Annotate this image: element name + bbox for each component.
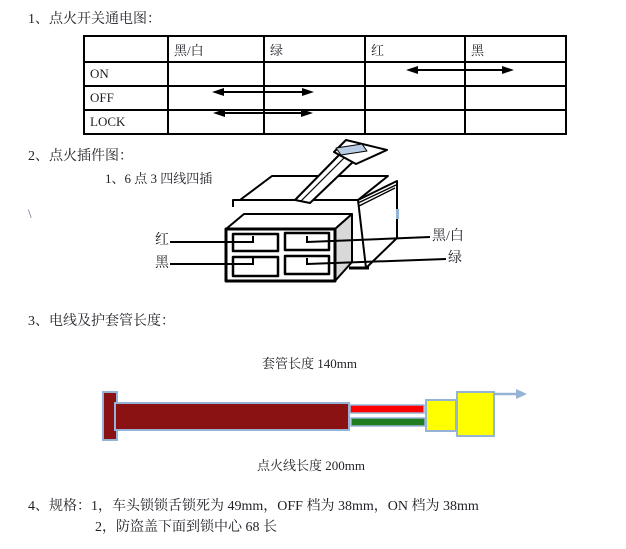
- wire-length-label: 点火线长度 200mm: [257, 458, 365, 473]
- connector-diagram: [226, 140, 399, 281]
- section3-title: 3、电线及护套管长度：: [28, 314, 175, 329]
- connector-side-mark: [396, 209, 399, 219]
- table-cell-empty: [465, 62, 566, 86]
- table-header-empty: [84, 36, 168, 62]
- table-header-row: [84, 36, 566, 62]
- section2-title: 2、点火插件图：: [28, 149, 133, 164]
- row-label-on: ON: [84, 62, 168, 86]
- connector-block-large: [457, 392, 494, 436]
- row-label-lock: LOCK: [84, 110, 168, 134]
- table-cell-empty: [168, 86, 264, 110]
- circuit-table: [83, 35, 567, 135]
- table-cell-empty: [465, 86, 566, 110]
- table-cell-empty: [365, 86, 465, 110]
- connector-slot-bottom-left: [233, 257, 278, 276]
- wire-direction-arrow-head: [516, 389, 527, 399]
- pin-label-green: 绿: [448, 251, 462, 266]
- pin-label-red: 红: [155, 233, 169, 248]
- spec-line2: 2，防盗盖下面到锁中心 68 长: [95, 520, 277, 535]
- table-cell-empty: [365, 110, 465, 134]
- table-cell-empty: [168, 62, 264, 86]
- stray-backslash: \: [28, 206, 32, 221]
- pin-label-black: 黑: [155, 256, 169, 271]
- connector-front-top: [226, 214, 352, 229]
- table-header-black: 黑: [465, 36, 566, 62]
- section1-title: 1、点火开关通电图：: [28, 12, 161, 27]
- green-wire: [351, 418, 425, 426]
- table-row-lock: [84, 110, 566, 134]
- table-cell-empty: [168, 110, 264, 134]
- sleeve-length-label: 套管长度 140mm: [262, 356, 357, 371]
- table-cell-empty: [264, 110, 365, 134]
- table-header-black-white: 黑/白: [168, 36, 264, 62]
- table-row-off: [84, 86, 566, 110]
- table-cell-empty: [365, 62, 465, 86]
- red-wire: [350, 405, 424, 413]
- table-cell-empty: [465, 110, 566, 134]
- table-header-green: 绿: [264, 36, 365, 62]
- table-cell-empty: [264, 86, 365, 110]
- pin-label-black-white: 黑/白: [432, 229, 464, 244]
- wire-diagram: [103, 389, 527, 440]
- sleeve-tube: [115, 403, 349, 430]
- table-header-red: 红: [365, 36, 465, 62]
- section2-note: 1、6 点 3 四线四插: [105, 171, 213, 186]
- row-label-off: OFF: [84, 86, 168, 110]
- table-cell-empty: [264, 62, 365, 86]
- connector-block-small: [426, 400, 456, 431]
- spec-line1: 4、规格：1，车头锁锁舌锁死为 49mm，OFF 档为 38mm，ON 档为 38mm: [28, 499, 479, 514]
- table-row-on: [84, 62, 566, 86]
